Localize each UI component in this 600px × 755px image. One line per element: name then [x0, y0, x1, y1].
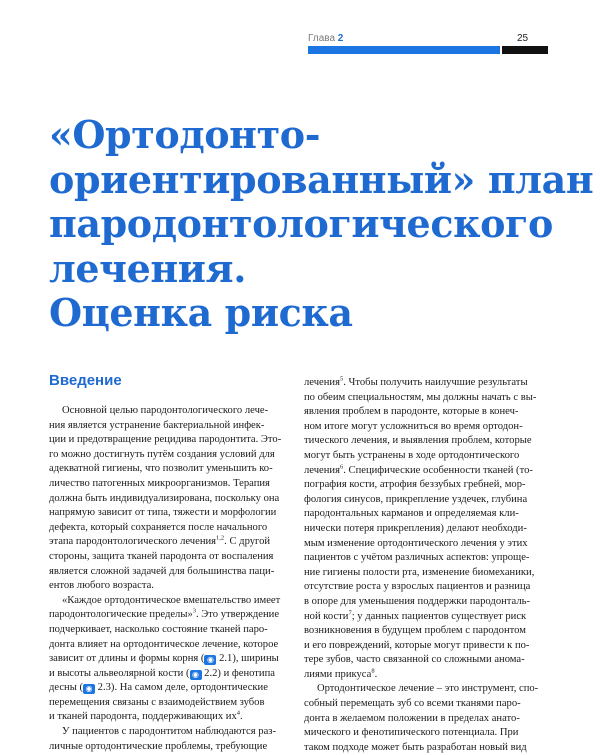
title-line: Оценка риска	[49, 290, 353, 335]
citation: 5	[339, 375, 344, 383]
text-line: лечения$^5$. Чтобы получить наилучшие результаты	[304, 375, 528, 388]
title-line: пародонтологического	[49, 201, 553, 246]
header-blue-bar	[308, 46, 500, 54]
text-line: является сложной задачей для большинства паци-	[49, 565, 275, 577]
text-line: личество патогенных микроорганизмов. Терапия	[49, 477, 270, 489]
text-line: мым изменение ортодонтического лечения у этих	[304, 537, 528, 549]
text-column-left	[49, 404, 292, 754]
text-line: «Каждое ортодонтическое вмешательство имеет	[62, 594, 281, 606]
text-line: ции и предотвращение рецидива пародонтита. Это-	[49, 434, 282, 446]
text-line: десны ( ◉ 2.3). На самом деле, ортодонтические	[49, 682, 268, 694]
text-line: ентов любого возраста.	[49, 580, 154, 592]
page-number: 25	[517, 33, 529, 44]
chapter-number: 2	[337, 33, 344, 44]
citation: 4	[236, 709, 240, 717]
citation: 7	[348, 608, 352, 616]
text-line: лечения$^6$. Специфические особенности тканей (то-	[304, 463, 533, 476]
text-line: ние гигиены полости рта, изменение биомеханики,	[304, 566, 535, 578]
camera-icon[interactable]: ◉	[204, 655, 216, 665]
header-black-bar	[502, 46, 548, 54]
citation: 3	[192, 607, 196, 615]
text-line: и тканей пародонта, поддерживающих $их^4$.	[49, 709, 243, 723]
text-line: пография кости, атрофия беззубых гребней, мор-	[304, 479, 526, 491]
text-line: донта влияет на ортодонтическое лечение, которое	[49, 638, 279, 650]
text-line: собный перемещать зуб со всеми тканями паро-	[304, 698, 521, 710]
text-line: явления проблем в пародонте, которые в конеч-	[304, 406, 519, 418]
running-header	[308, 33, 548, 57]
chapter-title	[49, 112, 594, 336]
text-line: перемещения связаны с взаимодействием зубов	[49, 696, 265, 708]
text-column-right	[304, 376, 550, 755]
figure-reference[interactable]: 2.2	[201, 667, 218, 679]
text-line: в опоре для уменьшения поддержки пародонталь-	[304, 595, 530, 607]
text-line: и его повреждений, которые могут привести к по-	[304, 639, 530, 651]
text-line: и высоты альвеолярной кости ( ◉ 2.2) и фенотипа	[49, 667, 275, 679]
citation: 1,2	[216, 534, 225, 542]
text-line: подчеркивает, насколько состояние тканей паро-	[49, 623, 268, 635]
text-line: го можно достигнуть путём создания условий для	[49, 448, 275, 460]
camera-icon[interactable]: ◉	[83, 684, 95, 694]
text-line: пациентов с учётом различных аспектов: упроще-	[304, 552, 530, 564]
section-heading: Введение	[49, 372, 122, 389]
text-line: нически потеря прикрепления) делают необходи-	[304, 522, 527, 534]
title-line: лечения.	[49, 245, 247, 291]
text-line: адекватной гигиены, что позволит уменьшить ко-	[49, 463, 273, 475]
text-line: лиями прикуса$^8$.	[304, 667, 378, 680]
text-line: донта в желаемом положении в пределах анато-	[304, 712, 520, 724]
text-line: ной кости$^7$; у данных пациентов существует риск	[304, 608, 527, 622]
text-line: по обеим специальностям, мы должны начать с вы-	[304, 391, 537, 403]
text-line: мического и фенотипического потенциала. При	[304, 727, 519, 739]
citation: 8	[371, 667, 375, 675]
text-line: зависит от длины и формы корня ( ◉ 2.1), ширины	[49, 653, 279, 665]
text-line: отсутствие роста у взрослых пациентов и разница	[304, 581, 531, 593]
text-line: этапа пародонтологического лечения$^{1,2}$. С другой	[49, 534, 271, 548]
text-line: Основной целью пародонтологического лече-	[62, 405, 269, 416]
chapter-label: Глава 2	[308, 33, 344, 44]
text-line: должна быть индивидуализирована, поскольку она	[49, 492, 280, 504]
text-line: фология синусов, прикрепление уздечек, глубина	[304, 493, 528, 505]
text-line: пародонтальных карманов и определяемая кли-	[304, 508, 519, 520]
text-line: ния является устранение бактериальной инфек-	[49, 419, 265, 431]
citation: 6	[339, 463, 344, 471]
figure-reference[interactable]: 2.1	[216, 653, 233, 665]
title-line: ориентированный» план	[49, 156, 594, 202]
text-line: пародонтологические пределы»$^3$. Это утверждение	[49, 607, 280, 621]
text-line: возникновения в будущем проблем с пародонтом	[304, 625, 526, 637]
text-line: напрямую зависит от типа, тяжести и морфологии	[49, 507, 277, 519]
text-line: могут быть устранены в ходе ортодонтического	[304, 449, 520, 461]
text-line: личные ортодонтические проблемы, требующие	[49, 740, 268, 752]
text-line: ном итоге могут усложниться во время ортодон-	[304, 420, 523, 432]
figure-reference[interactable]: 2.3	[95, 682, 111, 694]
text-line: тере зубов, часто связанной со сложными анома-	[304, 654, 525, 666]
text-line: тического лечения, и выявления проблем, которые	[304, 435, 532, 447]
text-line: таком подходе может быть разработан новый вид	[304, 741, 527, 753]
text-line: стороны, защита тканей пародонта от воспаления	[49, 550, 274, 562]
camera-icon[interactable]: ◉	[190, 670, 202, 680]
text-line: дефекта, который сохраняется после начального	[49, 521, 268, 533]
title-line: «Ортодонто-	[49, 112, 321, 157]
text-line: Ортодонтическое лечение – это инструмент, спо-	[317, 683, 539, 695]
text-line: У пациентов с пародонтитом наблюдаются раз-	[62, 726, 276, 738]
